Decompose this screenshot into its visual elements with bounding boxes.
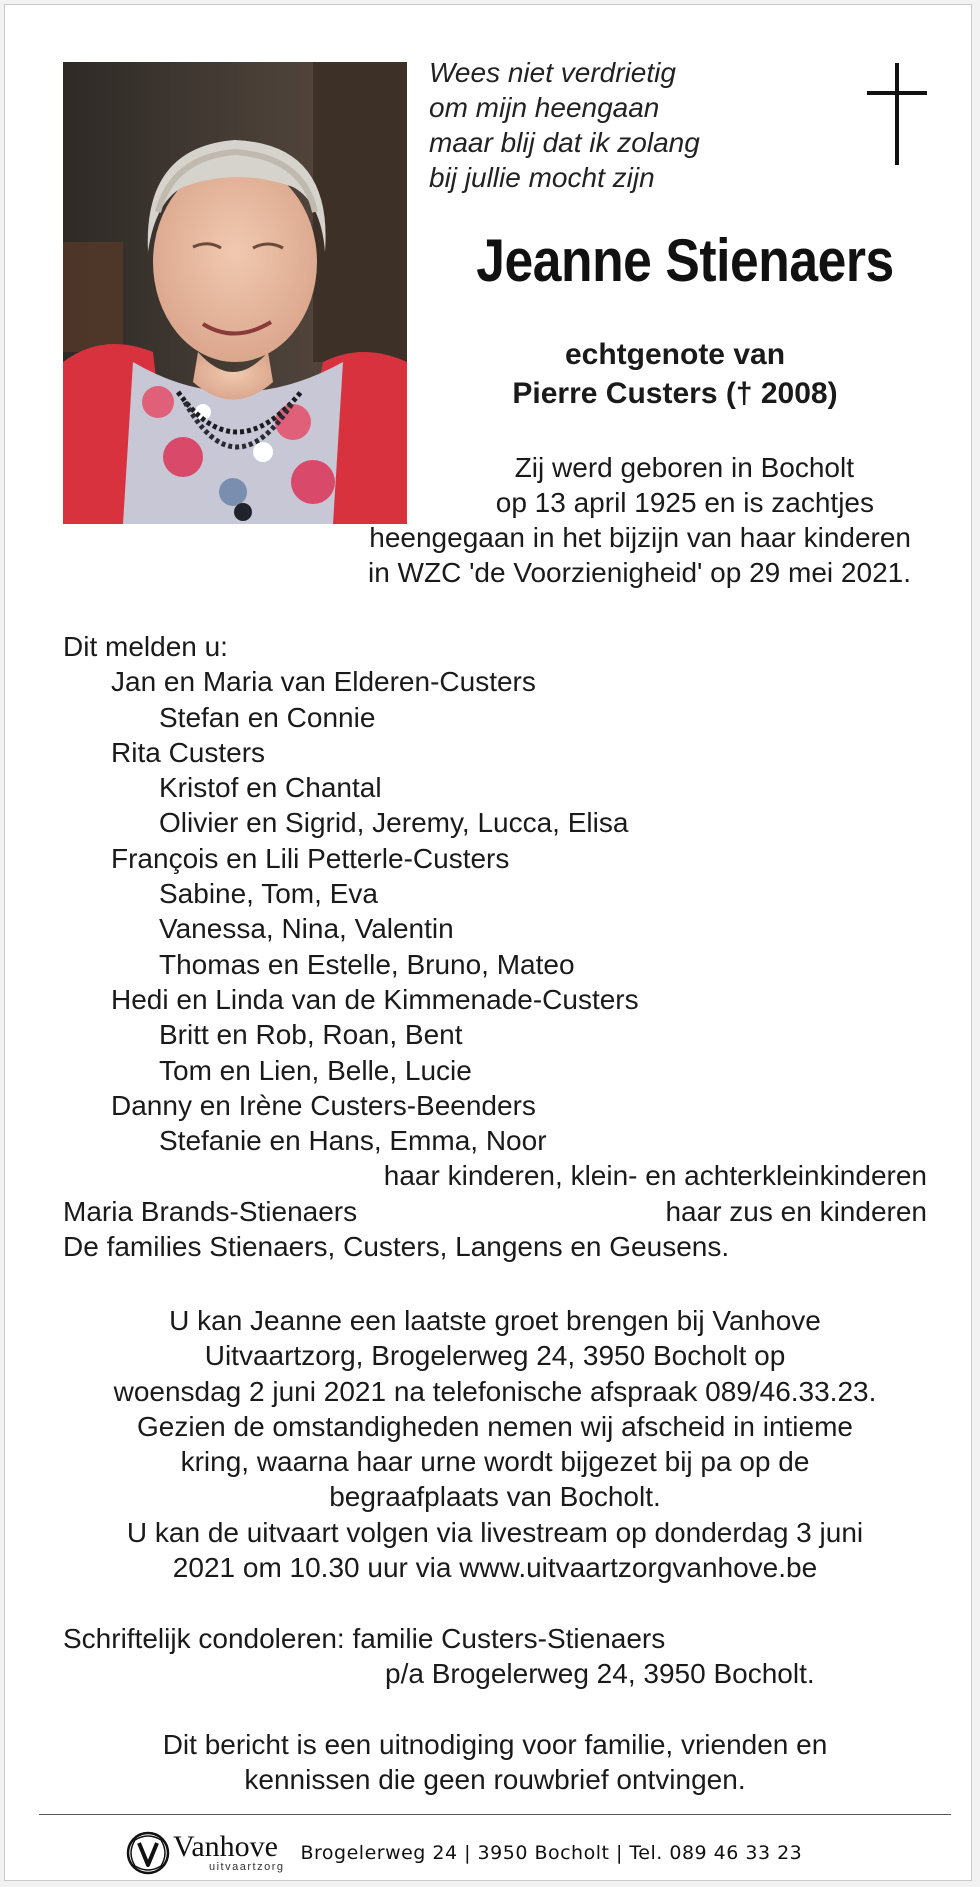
condolences <box>63 1621 927 1691</box>
visitation-notice <box>55 1303 935 1585</box>
birth-line: heengegaan in het bijzijn van haar kinderen <box>369 522 911 553</box>
family-line: Hedi en Linda van de Kimmenade-Custers <box>111 983 639 1015</box>
family-line: Jan en Maria van Elderen-Custers <box>111 666 536 698</box>
poem-line: bij jullie mocht zijn <box>429 162 655 193</box>
notice-line: U kan de uitvaart volgen via livestream op donderdag 3 juni <box>126 1516 864 1548</box>
condolences-line: Schriftelijk condoleren: familie Custers-Stienaers <box>63 1623 666 1654</box>
notice-line: begraafplaats van Bocholt. <box>329 1481 661 1513</box>
closing-note <box>55 1727 935 1797</box>
spouse-name: Pierre Custers († 2008) <box>512 377 838 410</box>
portrait-photo <box>63 62 407 524</box>
cross-icon <box>867 63 927 165</box>
birth-line: op 13 april 1925 en is zachtjes <box>495 487 874 518</box>
family-line: Stefan en Connie <box>159 701 376 733</box>
closing-line: kennissen die geen rouwbrief ontvingen. <box>244 1764 746 1795</box>
logo-subtitle: uitvaartzorg <box>209 1861 285 1873</box>
birth-death-info <box>368 450 911 590</box>
spouse-label: echtgenote van <box>564 338 786 371</box>
logo-name: Vanhove <box>173 1830 278 1863</box>
sister-label: haar zus en kinderen <box>665 1195 927 1227</box>
family-list <box>63 629 927 1264</box>
spouse-info <box>425 335 925 413</box>
family-line: Sabine, Tom, Eva <box>159 878 378 910</box>
family-line: Britt en Rob, Roan, Bent <box>159 1019 463 1051</box>
footer-divider <box>39 1814 951 1815</box>
condolences-address: p/a Brogelerweg 24, 3950 Bocholt. <box>385 1658 815 1689</box>
obituary-card <box>4 4 972 1881</box>
families-line: De families Stienaers, Custers, Langens en Geusens. <box>63 1231 730 1263</box>
children-label: haar kinderen, klein- en achterkleinkinderen <box>383 1160 927 1192</box>
notice-line: Gezien de omstandigheden nemen wij afscheid in intieme <box>137 1410 853 1442</box>
footer-address: Brogelerweg 24 | 3950 Bocholt | Tel. 089 46 33 23 <box>300 1842 803 1864</box>
family-line: François en Lili Petterle-Custers <box>111 842 510 874</box>
family-line: Olivier en Sigrid, Jeremy, Lucca, Elisa <box>159 807 629 839</box>
sister-row <box>63 1194 927 1229</box>
poem-line: maar blij dat ik zolang <box>429 127 700 158</box>
poem-line: Wees niet verdrietig <box>429 57 676 88</box>
poem <box>429 55 789 195</box>
vanhove-logo <box>125 1830 284 1876</box>
sister-name: Maria Brands-Stienaers <box>63 1195 358 1227</box>
family-line: Stefanie en Hans, Emma, Noor <box>159 1125 547 1157</box>
family-line: Danny en Irène Custers-Beenders <box>111 1089 536 1121</box>
family-line: Vanessa, Nina, Valentin <box>159 913 454 945</box>
notice-line: Uitvaartzorg, Brogelerweg 24, 3950 Bocholt op <box>204 1340 786 1372</box>
birth-line: Zij werd geboren in Bocholt <box>514 452 854 483</box>
poem-line: om mijn heengaan <box>429 92 660 123</box>
notice-line: 2021 om 10.30 uur via www.uitvaartzorgvanhove.be <box>172 1552 818 1584</box>
portrait-illustration <box>63 62 407 524</box>
notice-line: woensdag 2 juni 2021 na telefonische afspraak 089/46.33.23. <box>113 1375 877 1407</box>
closing-line: Dit bericht is een uitnodiging voor familie, vrienden en <box>162 1729 828 1760</box>
footer <box>125 1823 802 1883</box>
family-intro: Dit melden u: <box>63 631 228 662</box>
logo-emblem-icon <box>125 1830 171 1876</box>
notice-line: kring, waarna haar urne wordt bijgezet bij pa op de <box>180 1446 810 1478</box>
notice-line: U kan Jeanne een laatste groet brengen bij Vanhove <box>169 1305 821 1336</box>
family-line: Tom en Lien, Belle, Lucie <box>159 1054 472 1086</box>
family-line: Thomas en Estelle, Bruno, Mateo <box>159 948 575 980</box>
family-line: Rita Custers <box>111 736 266 768</box>
deceased-name: Jeanne Stienaers <box>476 227 894 294</box>
birth-line: in WZC 'de Voorzienigheid' op 29 mei 2021. <box>367 557 911 588</box>
family-line: Kristof en Chantal <box>159 772 382 804</box>
